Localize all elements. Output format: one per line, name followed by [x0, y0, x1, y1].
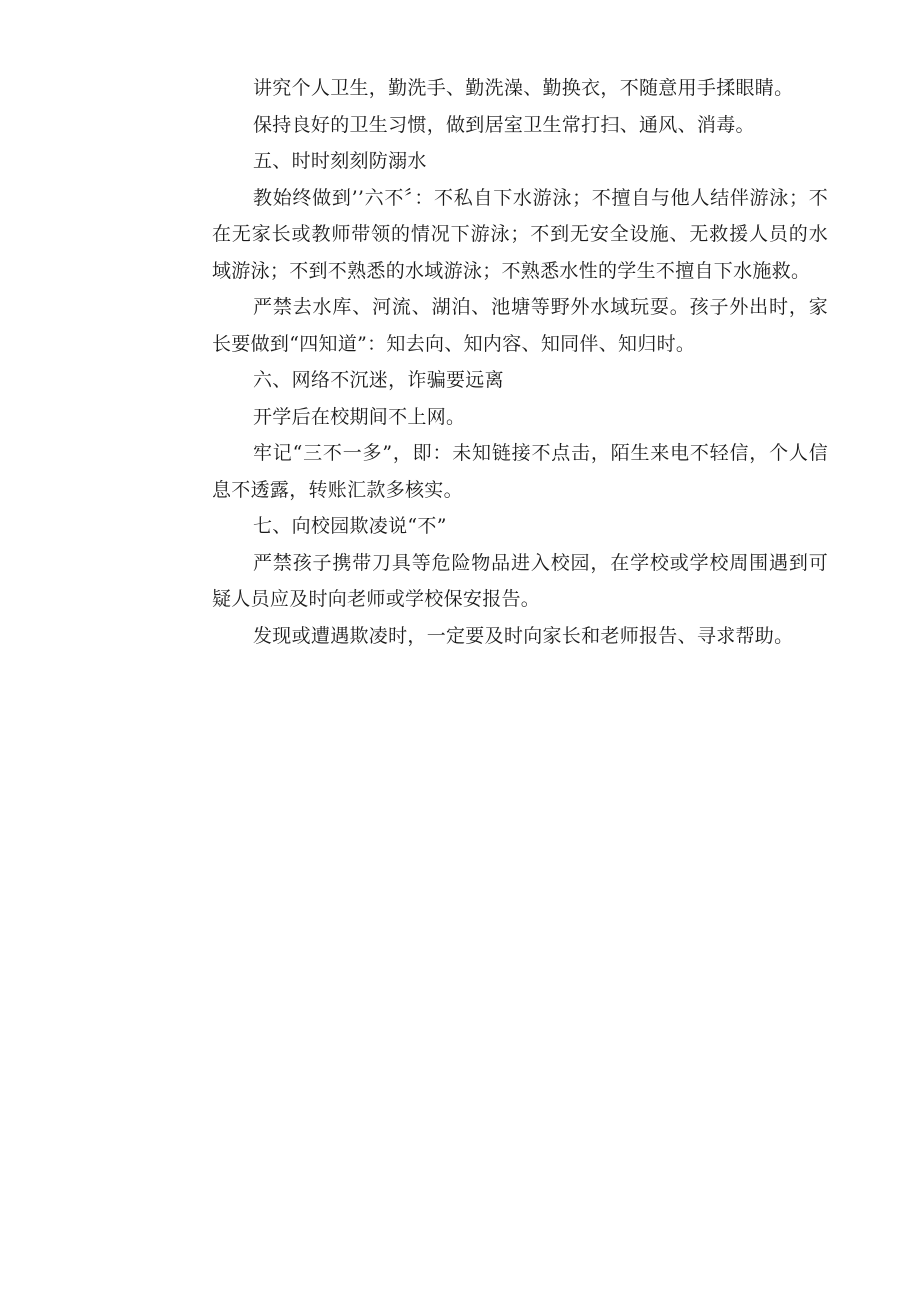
section-heading-internet: 六、网络不沉迷，诈骗要远离: [253, 369, 504, 391]
paragraph-four-knows: 严禁去水库、河流、湖泊、池塘等野外水域玩耍。孩子外出时，家长要做到“四知道”：知去向、知内容、知同伴、知归时。: [212, 296, 828, 355]
paragraph-hygiene-habits: 保持良好的卫生习惯，做到居室卫生常打扫、通风、消毒。: [253, 113, 755, 136]
paragraph-six-nots: 教始终做到’’六不〞：不私自下水游泳；不擅自与他人结伴游泳；不在无家长或教师带领的情况下游泳；不到无安全设施、无救援人员的水域游泳；不到不熟悉的水域游泳；不熟悉水性的学生不擅自下水施救。: [212, 186, 828, 282]
section-heading-bullying: 七、向校园欺凌说“不”: [253, 515, 447, 537]
paragraph-personal-hygiene: 讲究个人卫生，勤洗手、勤洗澡、勤换衣，不随意用手揉眼睛。: [253, 77, 794, 99]
paragraph-dangerous-items: 严禁孩子携带刀具等危险物品进入校园，在学校或学校周围遇到可疑人员应及时向老师或学校保安报告。: [212, 551, 828, 610]
paragraph-no-internet: 开学后在校期间不上网。: [253, 405, 466, 428]
paragraph-report-bullying: 发现或遭遇欺凌时，一定要及时向家长和老师报告、寻求帮助。: [253, 624, 794, 647]
document-body: [212, 70, 828, 654]
paragraph-three-nots-one-more: 牢记“三不一多”，即：未知链接不点击，陌生来电不轻信，个人信息不透露，转账汇款多核实。: [212, 442, 828, 501]
section-heading-drowning: 五、时时刻刻防溺水: [253, 150, 427, 172]
